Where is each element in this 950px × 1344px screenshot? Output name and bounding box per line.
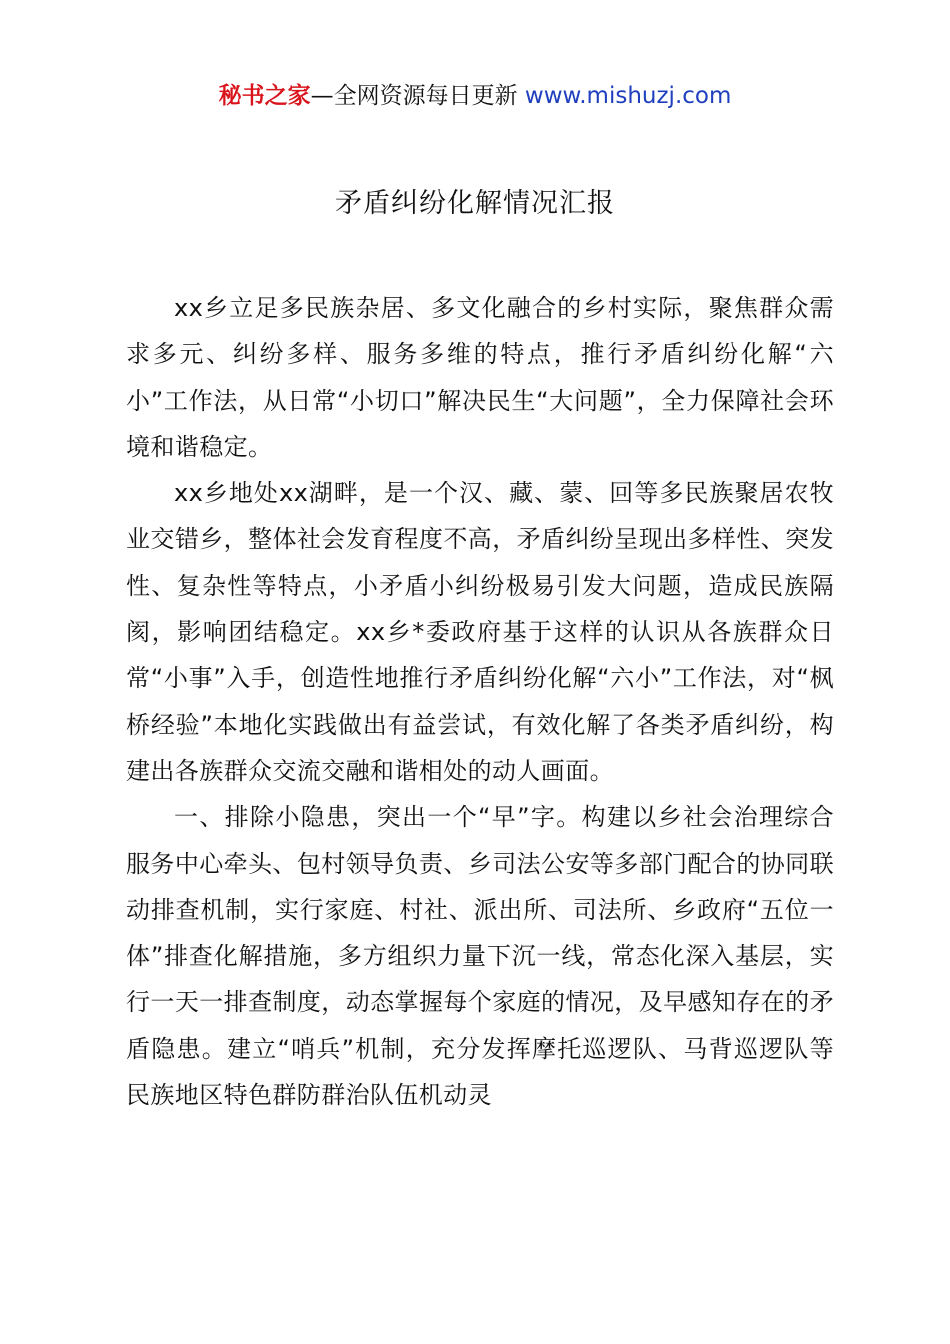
site-tagline: —全网资源每日更新 [310, 83, 518, 109]
paragraph-background: xx乡地处xx湖畔，是一个汉、藏、蒙、回等多民族聚居农牧业交错乡，整体社会发育程度不高，矛盾纠纷呈现出多样性、突发性、复杂性等特点，小矛盾小纠纷极易引发大问题，造成民族隔阂，影响团结稳定。xx乡*委政府基于这样的认识从各族群众日常“小事”入手，创造性地推行矛盾纠纷化解“六小”工作法，对“枫桥经验”本地化实践做出有益尝试，有效化解了各类矛盾纠纷，构建出各族群众交流交融和谐相处的动人画面。 [126, 479, 834, 785]
document-title: 矛盾纠纷化解情况汇报 [335, 188, 615, 219]
site-header [0, 80, 950, 112]
site-brand: 秘书之家 [218, 83, 311, 109]
paragraph-intro: xx乡立足多民族杂居、多文化融合的乡村实际，聚焦群众需求多元、纠纷多样、服务多维的特点，推行矛盾纠纷化解“六小”工作法，从日常“小切口”解决民生“大问题”，全力保障社会环境和谐稳定。 [126, 294, 834, 461]
site-url-link[interactable]: www.mishuzj.com [524, 83, 732, 109]
document-body [126, 285, 834, 1118]
paragraph-section-one: 一、排除小隐患，突出一个“早”字。构建以乡社会治理综合服务中心牵头、包村领导负责、乡司法公安等多部门配合的协同联动排查机制，实行家庭、村社、派出所、司法所、乡政府“五位一体”排查化解措施，多方组织力量下沉一线，常态化深入基层，实行一天一排查制度，动态掌握每个家庭的情况，及早感知存在的矛盾隐患。建立“哨兵”机制，充分发挥摩托巡逻队、马背巡逻队等民族地区特色群防群治队伍机动灵 [126, 803, 834, 1110]
